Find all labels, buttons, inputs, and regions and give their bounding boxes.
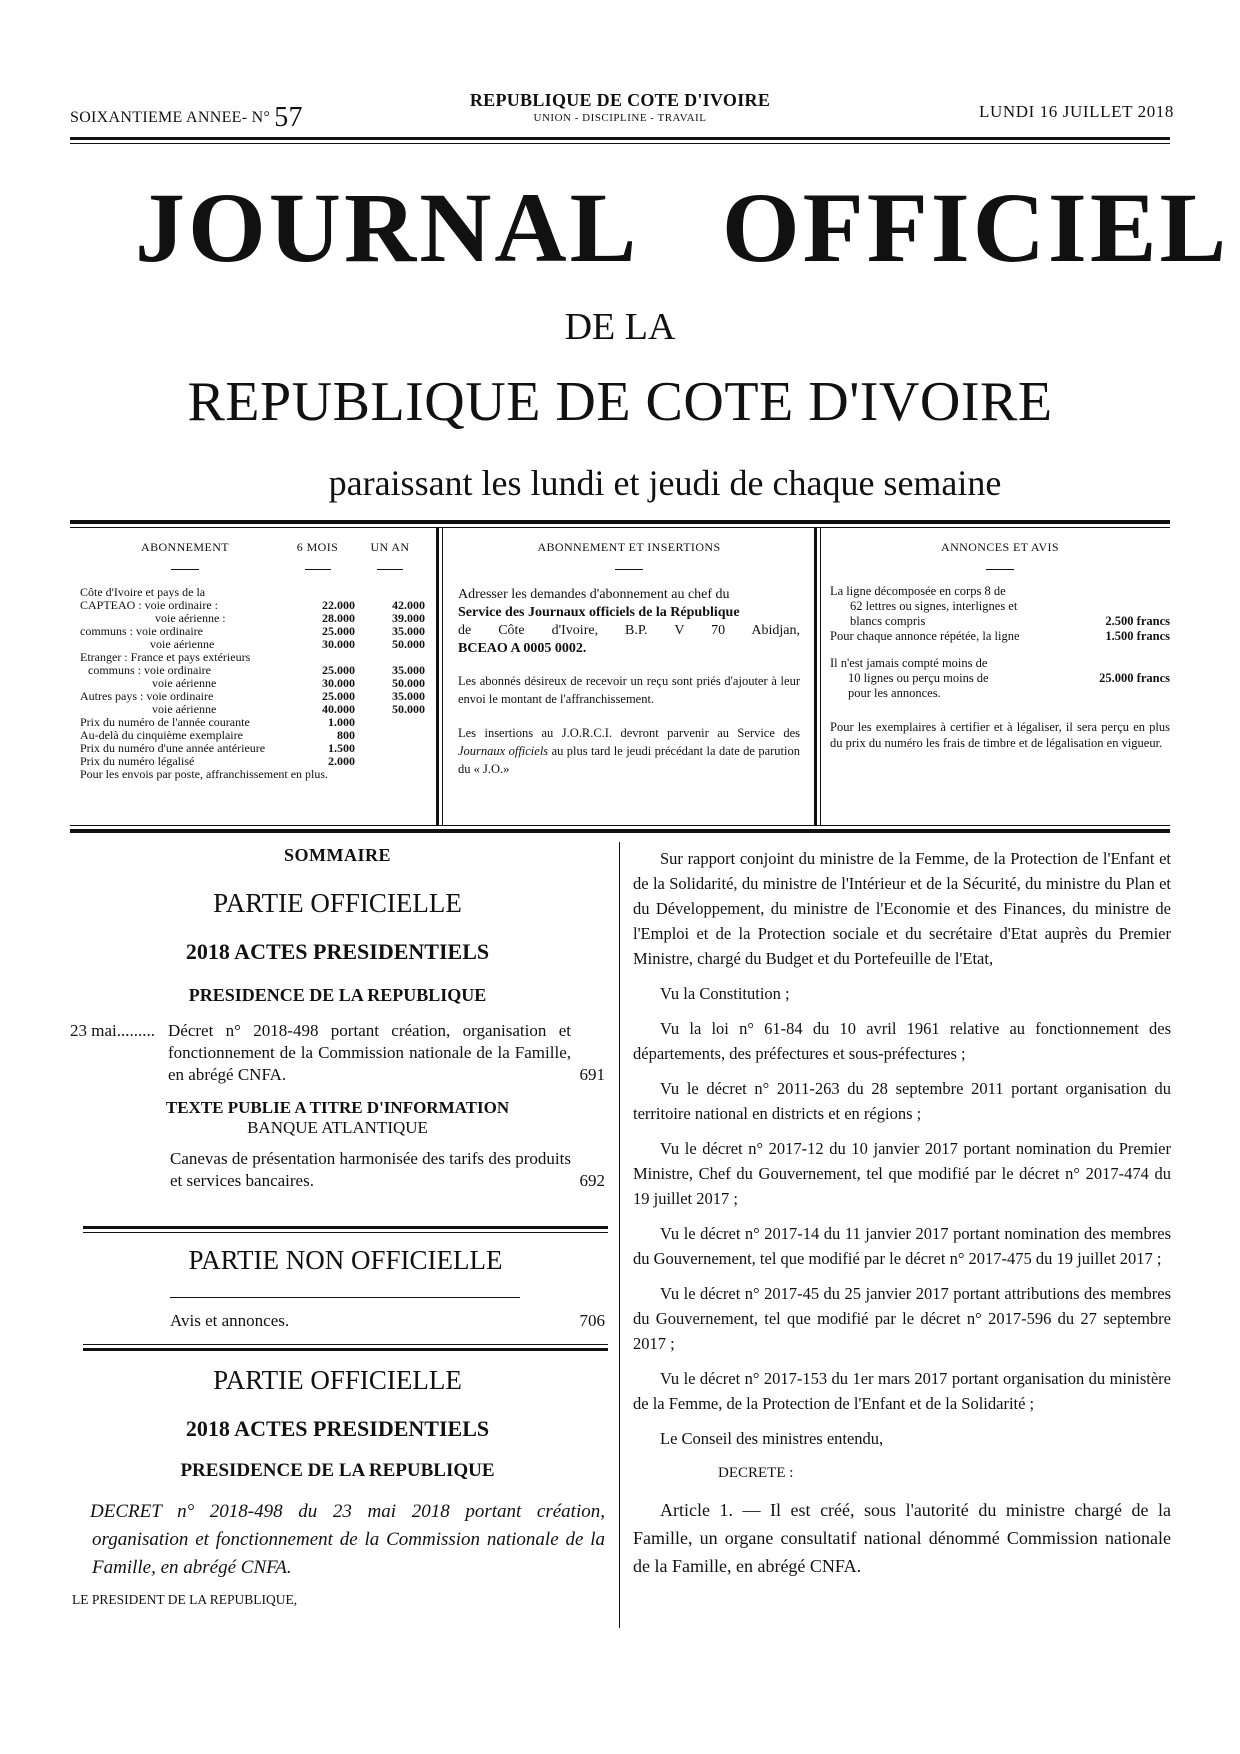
sommaire-partie-non-officielle: PARTIE NON OFFICIELLE bbox=[188, 1245, 503, 1275]
table-row: Etranger : France et pays extérieurs bbox=[80, 651, 251, 664]
boxes-rule-thin bbox=[70, 825, 1170, 826]
header-republic: REPUBLIQUE DE COTE D'IVOIRE bbox=[469, 90, 771, 110]
insertions-receipt-note: Les abonnés désireux de recevoir un reçu sont priés d'ajouter à leur envoi le montant de l'affranchissement. bbox=[458, 674, 800, 706]
sommaire-rule-1b bbox=[83, 1232, 608, 1233]
decree-header bbox=[70, 1365, 605, 1608]
article-1: Article 1. — Il est créé, sous l'autorité du ministre chargé de la Famille, un organe consultatif national dénommé Commission nationale de la Famille, en abrégé CNFA. bbox=[633, 1500, 1171, 1576]
table-row: voie aérienne 30.000 50.000 bbox=[150, 637, 425, 651]
sommaire-texte-publie: TEXTE PUBLIE A TITRE D'INFORMATION bbox=[165, 1098, 510, 1117]
table-row: Prix du numéro d'une année antérieure 1.500 bbox=[80, 741, 355, 755]
subscription-col-6m: 6 MOIS bbox=[296, 540, 339, 554]
decree-paragraph: Vu la loi n° 61-84 du 10 avril 1961 relative au fonctionnement des départements, des préfectures et sous-préfectures ; bbox=[633, 1019, 1171, 1063]
masthead-frequency: paraissant les lundi et jeudi de chaque semaine bbox=[328, 463, 1002, 503]
sommaire-rule-2 bbox=[170, 1297, 520, 1298]
boxes-rule-thick bbox=[70, 829, 1170, 833]
masthead-rule-thin bbox=[70, 527, 1170, 528]
table-row: communs : voie ordinaire 25.000 35.000 bbox=[80, 624, 425, 638]
insertions-heading: ABONNEMENT ET INSERTIONS bbox=[537, 540, 721, 554]
sommaire-entry-canevas: Canevas de présentation harmonisée des tarifs des produits et services bancaires. 692 bbox=[170, 1149, 605, 1190]
header-rule-thick bbox=[70, 137, 1170, 140]
subscription-heading: ABONNEMENT bbox=[141, 540, 229, 554]
main-presidence: PRESIDENCE DE LA REPUBLIQUE bbox=[180, 1460, 495, 1481]
decree-paragraph: Vu le décret n° 2011-263 du 28 septembre 2011 portant organisation du territoire national en districts et en régions ; bbox=[633, 1079, 1171, 1123]
subscription-table bbox=[80, 586, 425, 781]
sommaire-page-691: 691 bbox=[579, 1065, 605, 1084]
year-label: SOIXANTIEME ANNEE- N° 57 bbox=[70, 102, 303, 133]
annonces-box bbox=[830, 540, 1170, 751]
table-row: Prix du numéro de l'année courante 1.000 bbox=[80, 715, 355, 729]
sommaire-entry-avis: Avis et annonces. 706 bbox=[170, 1311, 605, 1330]
masthead-country: REPUBLIQUE DE COTE D'IVOIRE bbox=[187, 371, 1053, 433]
sommaire-rule-1 bbox=[83, 1226, 608, 1229]
box-divider-1 bbox=[436, 528, 439, 825]
box-divider-2b bbox=[820, 528, 821, 825]
masthead-rule-thick bbox=[70, 520, 1170, 524]
sommaire-banque: BANQUE ATLANTIQUE bbox=[247, 1118, 428, 1137]
sommaire-page-692: 692 bbox=[579, 1171, 605, 1190]
table-row: CAPTEAO : voie ordinaire : 22.000 42.000 bbox=[80, 598, 425, 612]
table-row: Prix du numéro légalisé 2.000 bbox=[80, 754, 355, 768]
issue-header bbox=[0, 88, 1240, 133]
president-line: LE PRESIDENT DE LA REPUBLIQUE, bbox=[72, 1592, 298, 1607]
table-row: communs : voie ordinaire 25.000 35.000 bbox=[88, 663, 425, 677]
table-row: Autres pays : voie ordinaire 25.000 35.000 bbox=[80, 689, 425, 703]
decree-paragraph: Vu la Constitution ; bbox=[660, 984, 790, 1003]
header-rule-thin bbox=[70, 143, 1170, 144]
main-partie-officielle: PARTIE OFFICIELLE bbox=[213, 1365, 462, 1395]
subscription-col-1y: UN AN bbox=[370, 540, 410, 554]
table-row: voie aérienne 30.000 50.000 bbox=[152, 676, 425, 690]
decree-paragraph: Vu le décret n° 2017-14 du 11 janvier 2017 portant nomination des membres du Gouvernement, tel que modifié par le décret n° 2017-475 du 19 juillet 2017 ; bbox=[633, 1224, 1171, 1268]
decree-paragraph: Le Conseil des ministres entendu, bbox=[660, 1429, 884, 1448]
masthead-de-la: DE LA bbox=[564, 306, 676, 348]
table-row: Au-delà du cinquième exemplaire 800 bbox=[80, 728, 355, 742]
subscription-intro: Côte d'Ivoire et pays de la bbox=[80, 586, 206, 599]
insertions-deadline: Les insertions au J.O.R.C.I. devront parvenir au Service des Journaux officiels au plus tard le jeudi précédant la date de parution du « J.O.» bbox=[458, 726, 800, 776]
column-divider bbox=[619, 842, 620, 1628]
sommaire-rule-3b bbox=[83, 1348, 608, 1351]
insertions-address: Adresser les demandes d'abonnement au chef du Service des Journaux officiels de la République de Côte d'Ivoire, B.P. V 70 Abidjan, BCEAO A 0005 0002. bbox=[458, 587, 800, 656]
box-divider-2 bbox=[814, 528, 817, 825]
sommaire-presidence: PRESIDENCE DE LA REPUBLIQUE bbox=[188, 985, 487, 1005]
decree-paragraph: Vu le décret n° 2017-153 du 1er mars 2017 portant organisation du ministère de la Femme, de la Protection de l'Enfant et de la Solidarité ; bbox=[633, 1369, 1171, 1413]
decree-paragraph: Sur rapport conjoint du ministre de la Femme, de la Protection de l'Enfant et de la Solidarité, du ministre de l'Intérieur et de la Sécurité, du ministre du Plan et du Développement, du ministre de l'Economie et des Finances, du ministre de l'Emploi et de la Protection sociale et du secrétaire d'Etat auprès du Premier Ministre, chargé du Budget et du Portefeuille de l'Etat, bbox=[633, 849, 1171, 968]
sommaire-rule-3 bbox=[83, 1344, 608, 1345]
sommaire-page-706: 706 bbox=[579, 1311, 605, 1330]
decree-paragraph: Vu le décret n° 2017-12 du 10 janvier 2017 portant nomination du Premier Ministre, Chef du Gouvernement, tel que modifié par le décret n° 2017-474 du 19 juillet 2017 ; bbox=[633, 1139, 1171, 1208]
annonces-certification-note: Pour les exemplaires à certifier et à légaliser, il sera perçu en plus du prix du numéro les frais de timbre et de légalisation en vigueur. bbox=[830, 720, 1170, 750]
issue-number: 57 bbox=[274, 102, 303, 133]
sommaire-actes: 2018 ACTES PRESIDENTIELS bbox=[185, 939, 490, 964]
decree-title: DECRET n° 2018-498 du 23 mai 2018 portant création, organisation et fonctionnement de la Commission nationale de la Famille, en abrégé CNFA. bbox=[90, 1501, 605, 1578]
subscription-postal-note: Pour les envois par poste, affranchissement en plus. bbox=[80, 768, 329, 781]
annonces-heading: ANNONCES ET AVIS bbox=[941, 540, 1059, 554]
insertions-box bbox=[458, 540, 800, 778]
table-row: voie aérienne 40.000 50.000 bbox=[152, 702, 425, 716]
decree-paragraph: Vu le décret n° 2017-45 du 25 janvier 2017 portant attributions des membres du Gouvernement, tel que modifié par le décret n° 2017-596 du 27 septembre 2017 ; bbox=[633, 1284, 1171, 1353]
decrete-label: DECRETE : bbox=[718, 1465, 794, 1481]
masthead-title: JOURNAL OFFICIEL bbox=[135, 172, 1230, 283]
decree-body bbox=[633, 846, 1171, 1580]
sommaire-partie-officielle: PARTIE OFFICIELLE bbox=[213, 888, 462, 918]
annonces-rates: La ligne décomposée en corps 8 de 62 lettres ou signes, interlignes et blancs compris 2.500 francs Pour chaque annonce répétée, la ligne 1.500 francs Il n'est jamais compté moins de 10 lignes ou perçu moins de 25.000 francs pour les annonces. bbox=[830, 584, 1170, 700]
main-actes: 2018 ACTES PRESIDENTIELS bbox=[185, 1416, 490, 1441]
header-motto: UNION - DISCIPLINE - TRAVAIL bbox=[533, 112, 707, 124]
issue-date: LUNDI 16 JUILLET 2018 bbox=[978, 102, 1174, 121]
subscription-box bbox=[80, 540, 425, 781]
sommaire-title: SOMMAIRE bbox=[284, 845, 391, 865]
sommaire bbox=[70, 845, 605, 1192]
box-divider-1b bbox=[442, 528, 443, 825]
table-row: voie aérienne : 28.000 39.000 bbox=[155, 611, 425, 625]
sommaire-entry-decree: 23 mai......... Décret n° 2018-498 portant création, organisation et fonctionnement de la Commission nationale de la Famille, en abrégé CNFA. 691 bbox=[70, 1021, 605, 1084]
